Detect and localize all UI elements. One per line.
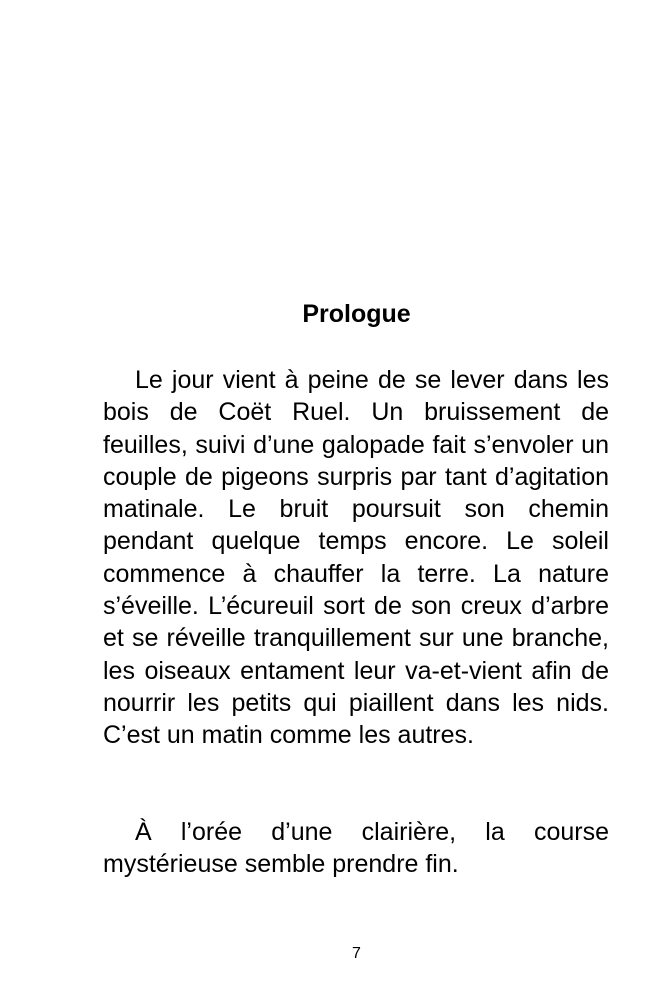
chapter-title: Prologue [302, 300, 411, 328]
page-number: 7 [352, 945, 361, 962]
paragraph-2: À l’orée d’une clairière, la course mystérieuse semble prendre fin. [103, 818, 609, 879]
paragraph-1: Le jour vient à peine de se lever dans les bois de Coët Ruel. Un bruissement de feuilles, suivi d’une galopade fait s’envoler un couple de pigeons surpris par tant d’agitation matinale. Le bruit poursuit son chemin pendant quelque temps encore. Le soleil commence à chauffer la terre. La nature s’éveille. L’écureuil sort de son creux d’arbre et se réveille tranquillement sur une branche, les oiseaux entament leur va-et-vient afin de nourrir les petits qui piaillent dans les nids. C’est un matin comme les autres. [103, 366, 609, 750]
